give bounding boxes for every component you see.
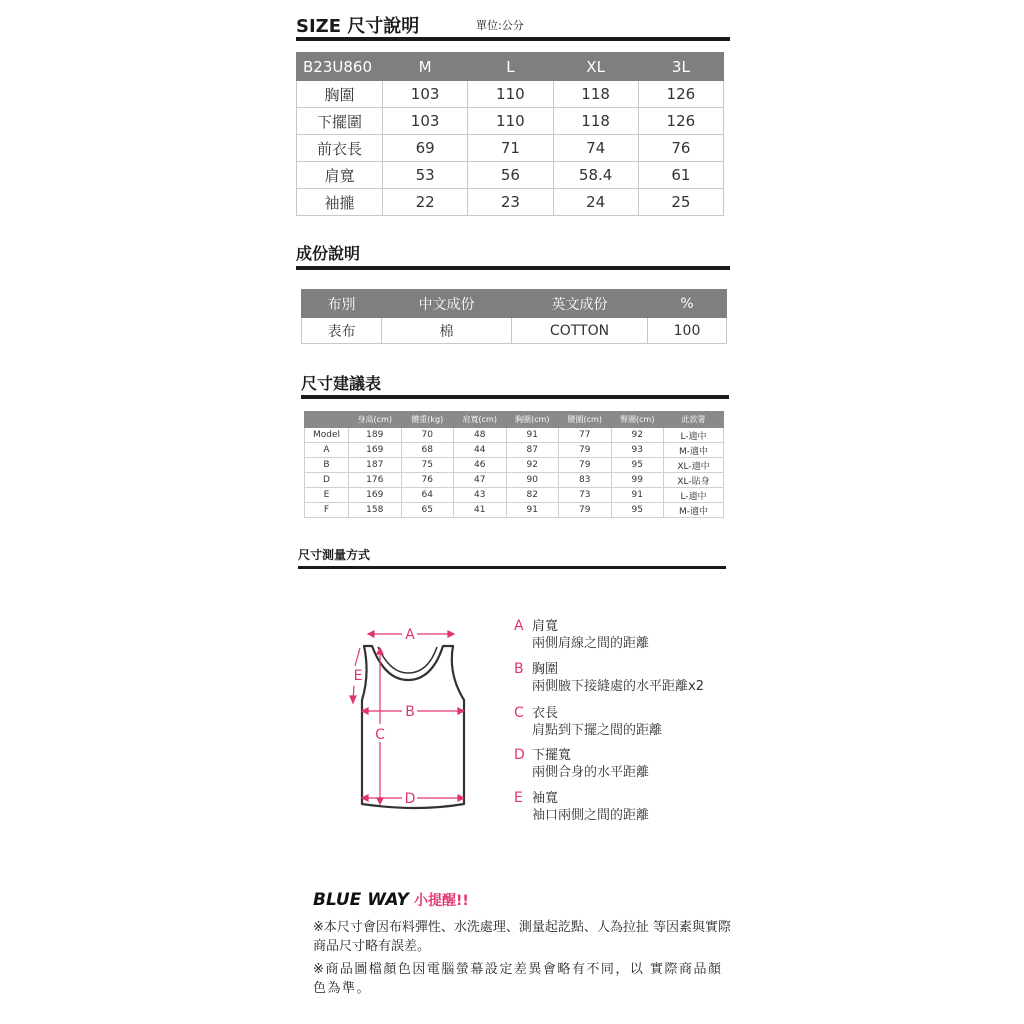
- composition-table-header: [302, 290, 727, 318]
- legend-item: [514, 705, 744, 739]
- size-cell: 25: [638, 189, 723, 216]
- suggestion-header-cell: 身高(cm): [349, 412, 402, 428]
- composition-cell: 100: [648, 318, 727, 344]
- suggestion-cell: 90: [506, 473, 559, 488]
- suggestion-cell: 95: [611, 458, 664, 473]
- label-c: C: [375, 727, 385, 743]
- size-section-title: SIZE 尺寸說明: [296, 16, 420, 37]
- size-cell: 24: [553, 189, 638, 216]
- legend-head: 袖寬: [532, 791, 559, 806]
- suggestion-cell: 43: [454, 488, 507, 503]
- legend-head: 衣長: [532, 706, 559, 721]
- legend-desc: 兩側合身的水平距離: [532, 765, 650, 780]
- size-cell: 71: [468, 135, 553, 162]
- suggestion-cell: 93: [611, 443, 664, 458]
- composition-header-cell: 布別: [302, 290, 382, 318]
- section-divider: [296, 37, 730, 41]
- size-cell: 袖攏: [297, 189, 383, 216]
- legend-desc: 肩點到下擺之間的距離: [532, 723, 663, 738]
- table-row: [297, 81, 724, 108]
- suggestion-cell: F: [305, 503, 349, 518]
- suggestion-cell: 92: [506, 458, 559, 473]
- suggestion-cell: M-適中: [664, 443, 724, 458]
- reminder-title: 小提醒!!: [413, 893, 469, 909]
- label-b: B: [405, 704, 415, 720]
- size-cell: 74: [553, 135, 638, 162]
- suggestion-cell: 73: [559, 488, 612, 503]
- legend-head-line: [514, 747, 744, 764]
- suggestion-cell: 187: [349, 458, 402, 473]
- size-cell: 下擺圍: [297, 108, 383, 135]
- composition-cell: 棉: [382, 318, 512, 344]
- suggestion-header-cell: 肩寬(cm): [454, 412, 507, 428]
- size-table-body: [297, 81, 724, 216]
- suggestion-cell: L-適中: [664, 488, 724, 503]
- label-a: A: [405, 627, 415, 643]
- legend-letter: D: [514, 747, 525, 763]
- suggestion-header-cell: 臀圍(cm): [611, 412, 664, 428]
- size-header-cell: M: [383, 53, 468, 81]
- suggestion-cell: 41: [454, 503, 507, 518]
- legend-item: [514, 747, 744, 781]
- size-header-cell: L: [468, 53, 553, 81]
- size-cell: 56: [468, 162, 553, 189]
- suggestion-cell: 76: [401, 473, 454, 488]
- size-cell: 23: [468, 189, 553, 216]
- size-cell: 肩寬: [297, 162, 383, 189]
- table-row: [297, 189, 724, 216]
- composition-table-body: [302, 318, 727, 344]
- suggestion-table-body: [305, 428, 724, 518]
- suggestion-cell: 169: [349, 443, 402, 458]
- suggestion-header-cell: 腰圍(cm): [559, 412, 612, 428]
- table-row: [305, 428, 724, 443]
- suggestion-cell: 176: [349, 473, 402, 488]
- suggestion-cell: 70: [401, 428, 454, 443]
- table-row: [305, 443, 724, 458]
- measure-title: 尺寸測量方式: [298, 548, 371, 562]
- suggestion-header-cell: 胸圍(cm): [506, 412, 559, 428]
- suggestion-cell: Model: [305, 428, 349, 443]
- suggestion-table: [304, 411, 724, 518]
- suggestion-cell: 83: [559, 473, 612, 488]
- size-cell: 76: [638, 135, 723, 162]
- suggestion-header-cell: [305, 412, 349, 428]
- size-cell: 126: [638, 108, 723, 135]
- suggestion-cell: 82: [506, 488, 559, 503]
- suggestion-cell: L-適中: [664, 428, 724, 443]
- size-cell: 61: [638, 162, 723, 189]
- section-divider: [296, 266, 730, 270]
- suggestion-cell: 65: [401, 503, 454, 518]
- unit-label: 單位:公分: [476, 19, 524, 32]
- legend-letter: E: [514, 790, 523, 806]
- table-row: [297, 108, 724, 135]
- size-cell: 110: [468, 81, 553, 108]
- suggestion-cell: E: [305, 488, 349, 503]
- table-row: [297, 162, 724, 189]
- suggestion-cell: XL-適中: [664, 458, 724, 473]
- suggestion-cell: 158: [349, 503, 402, 518]
- size-cell: 22: [383, 189, 468, 216]
- legend-letter: A: [514, 618, 524, 634]
- size-cell: 前衣長: [297, 135, 383, 162]
- suggestion-cell: B: [305, 458, 349, 473]
- composition-header-cell: %: [648, 290, 727, 318]
- suggestion-cell: 47: [454, 473, 507, 488]
- table-row: [297, 135, 724, 162]
- suggestion-cell: 91: [506, 428, 559, 443]
- composition-header-cell: 英文成份: [512, 290, 648, 318]
- reminder-header: [313, 890, 469, 910]
- suggestion-cell: 44: [454, 443, 507, 458]
- suggestion-cell: 68: [401, 443, 454, 458]
- suggestion-cell: 79: [559, 443, 612, 458]
- brand-logo: BLUE WAY: [313, 890, 409, 910]
- size-table: [296, 52, 724, 216]
- size-cell: 69: [383, 135, 468, 162]
- table-row: [305, 503, 724, 518]
- legend-head-line: [514, 790, 744, 807]
- size-cell: 118: [553, 108, 638, 135]
- section-divider: [298, 566, 726, 569]
- size-cell: 58.4: [553, 162, 638, 189]
- size-cell: 103: [383, 108, 468, 135]
- reminder-note-1: ※本尺寸會因布料彈性、水洗處理、測量起訖點、人為拉扯 等因素與實際商品尺寸略有誤差。: [313, 920, 732, 954]
- suggestion-cell: 99: [611, 473, 664, 488]
- table-row: [305, 473, 724, 488]
- suggestion-cell: 79: [559, 458, 612, 473]
- suggestion-cell: A: [305, 443, 349, 458]
- section-divider: [301, 395, 729, 399]
- suggestion-cell: 169: [349, 488, 402, 503]
- reminder-note-2: ※商品圖檔顏色因電腦螢幕設定差異會略有不同，以 實際商品顏色為準。: [313, 962, 723, 996]
- suggestion-header-cell: 此款署: [664, 412, 724, 428]
- label-e: E: [353, 668, 363, 684]
- legend-desc: 兩側腋下接縫處的水平距離x2: [532, 679, 704, 694]
- size-header-cell: 3L: [638, 53, 723, 81]
- suggestion-cell: 95: [611, 503, 664, 518]
- legend-item: [514, 790, 744, 824]
- size-cell: 53: [383, 162, 468, 189]
- composition-title: 成份說明: [296, 244, 361, 263]
- composition-cell: COTTON: [512, 318, 648, 344]
- suggestion-table-header: [305, 412, 724, 428]
- legend-head-line: [514, 705, 744, 722]
- suggestion-cell: 91: [611, 488, 664, 503]
- legend-head: 下擺寬: [532, 748, 572, 763]
- suggestion-cell: M-適中: [664, 503, 724, 518]
- table-row: [302, 318, 727, 344]
- suggestion-cell: 92: [611, 428, 664, 443]
- table-row: [305, 458, 724, 473]
- legend-letter: B: [514, 661, 524, 677]
- composition-table: [301, 289, 727, 344]
- suggestion-cell: 77: [559, 428, 612, 443]
- suggestion-title: 尺寸建議表: [301, 374, 382, 393]
- suggestion-cell: 79: [559, 503, 612, 518]
- size-header-cell: B23U860: [297, 53, 383, 81]
- legend-letter: C: [514, 705, 524, 721]
- legend-desc: 兩側肩線之間的距離: [532, 636, 650, 651]
- suggestion-cell: 48: [454, 428, 507, 443]
- size-cell: 110: [468, 108, 553, 135]
- size-cell: 118: [553, 81, 638, 108]
- label-d: D: [404, 791, 416, 807]
- legend-item: [514, 618, 744, 652]
- legend-head: 肩寬: [532, 619, 559, 634]
- legend-desc: 袖口兩側之間的距離: [532, 808, 650, 823]
- suggestion-cell: XL-貼身: [664, 473, 724, 488]
- composition-cell: 表布: [302, 318, 382, 344]
- tank-top-diagram: [340, 616, 490, 826]
- composition-header-cell: 中文成份: [382, 290, 512, 318]
- size-table-header: [297, 53, 724, 81]
- tank-top-neck-binding: [378, 647, 437, 673]
- legend-head-line: [514, 661, 744, 678]
- legend-item: [514, 661, 744, 695]
- size-cell: 103: [383, 81, 468, 108]
- suggestion-header-cell: 體重(kg): [401, 412, 454, 428]
- suggestion-cell: 46: [454, 458, 507, 473]
- suggestion-cell: 64: [401, 488, 454, 503]
- legend-head-line: [514, 618, 744, 635]
- suggestion-cell: 87: [506, 443, 559, 458]
- suggestion-cell: 75: [401, 458, 454, 473]
- table-row: [305, 488, 724, 503]
- legend-head: 胸圍: [532, 662, 559, 677]
- size-cell: 胸圍: [297, 81, 383, 108]
- size-cell: 126: [638, 81, 723, 108]
- suggestion-cell: 91: [506, 503, 559, 518]
- suggestion-cell: D: [305, 473, 349, 488]
- suggestion-cell: 189: [349, 428, 402, 443]
- size-header-cell: XL: [553, 53, 638, 81]
